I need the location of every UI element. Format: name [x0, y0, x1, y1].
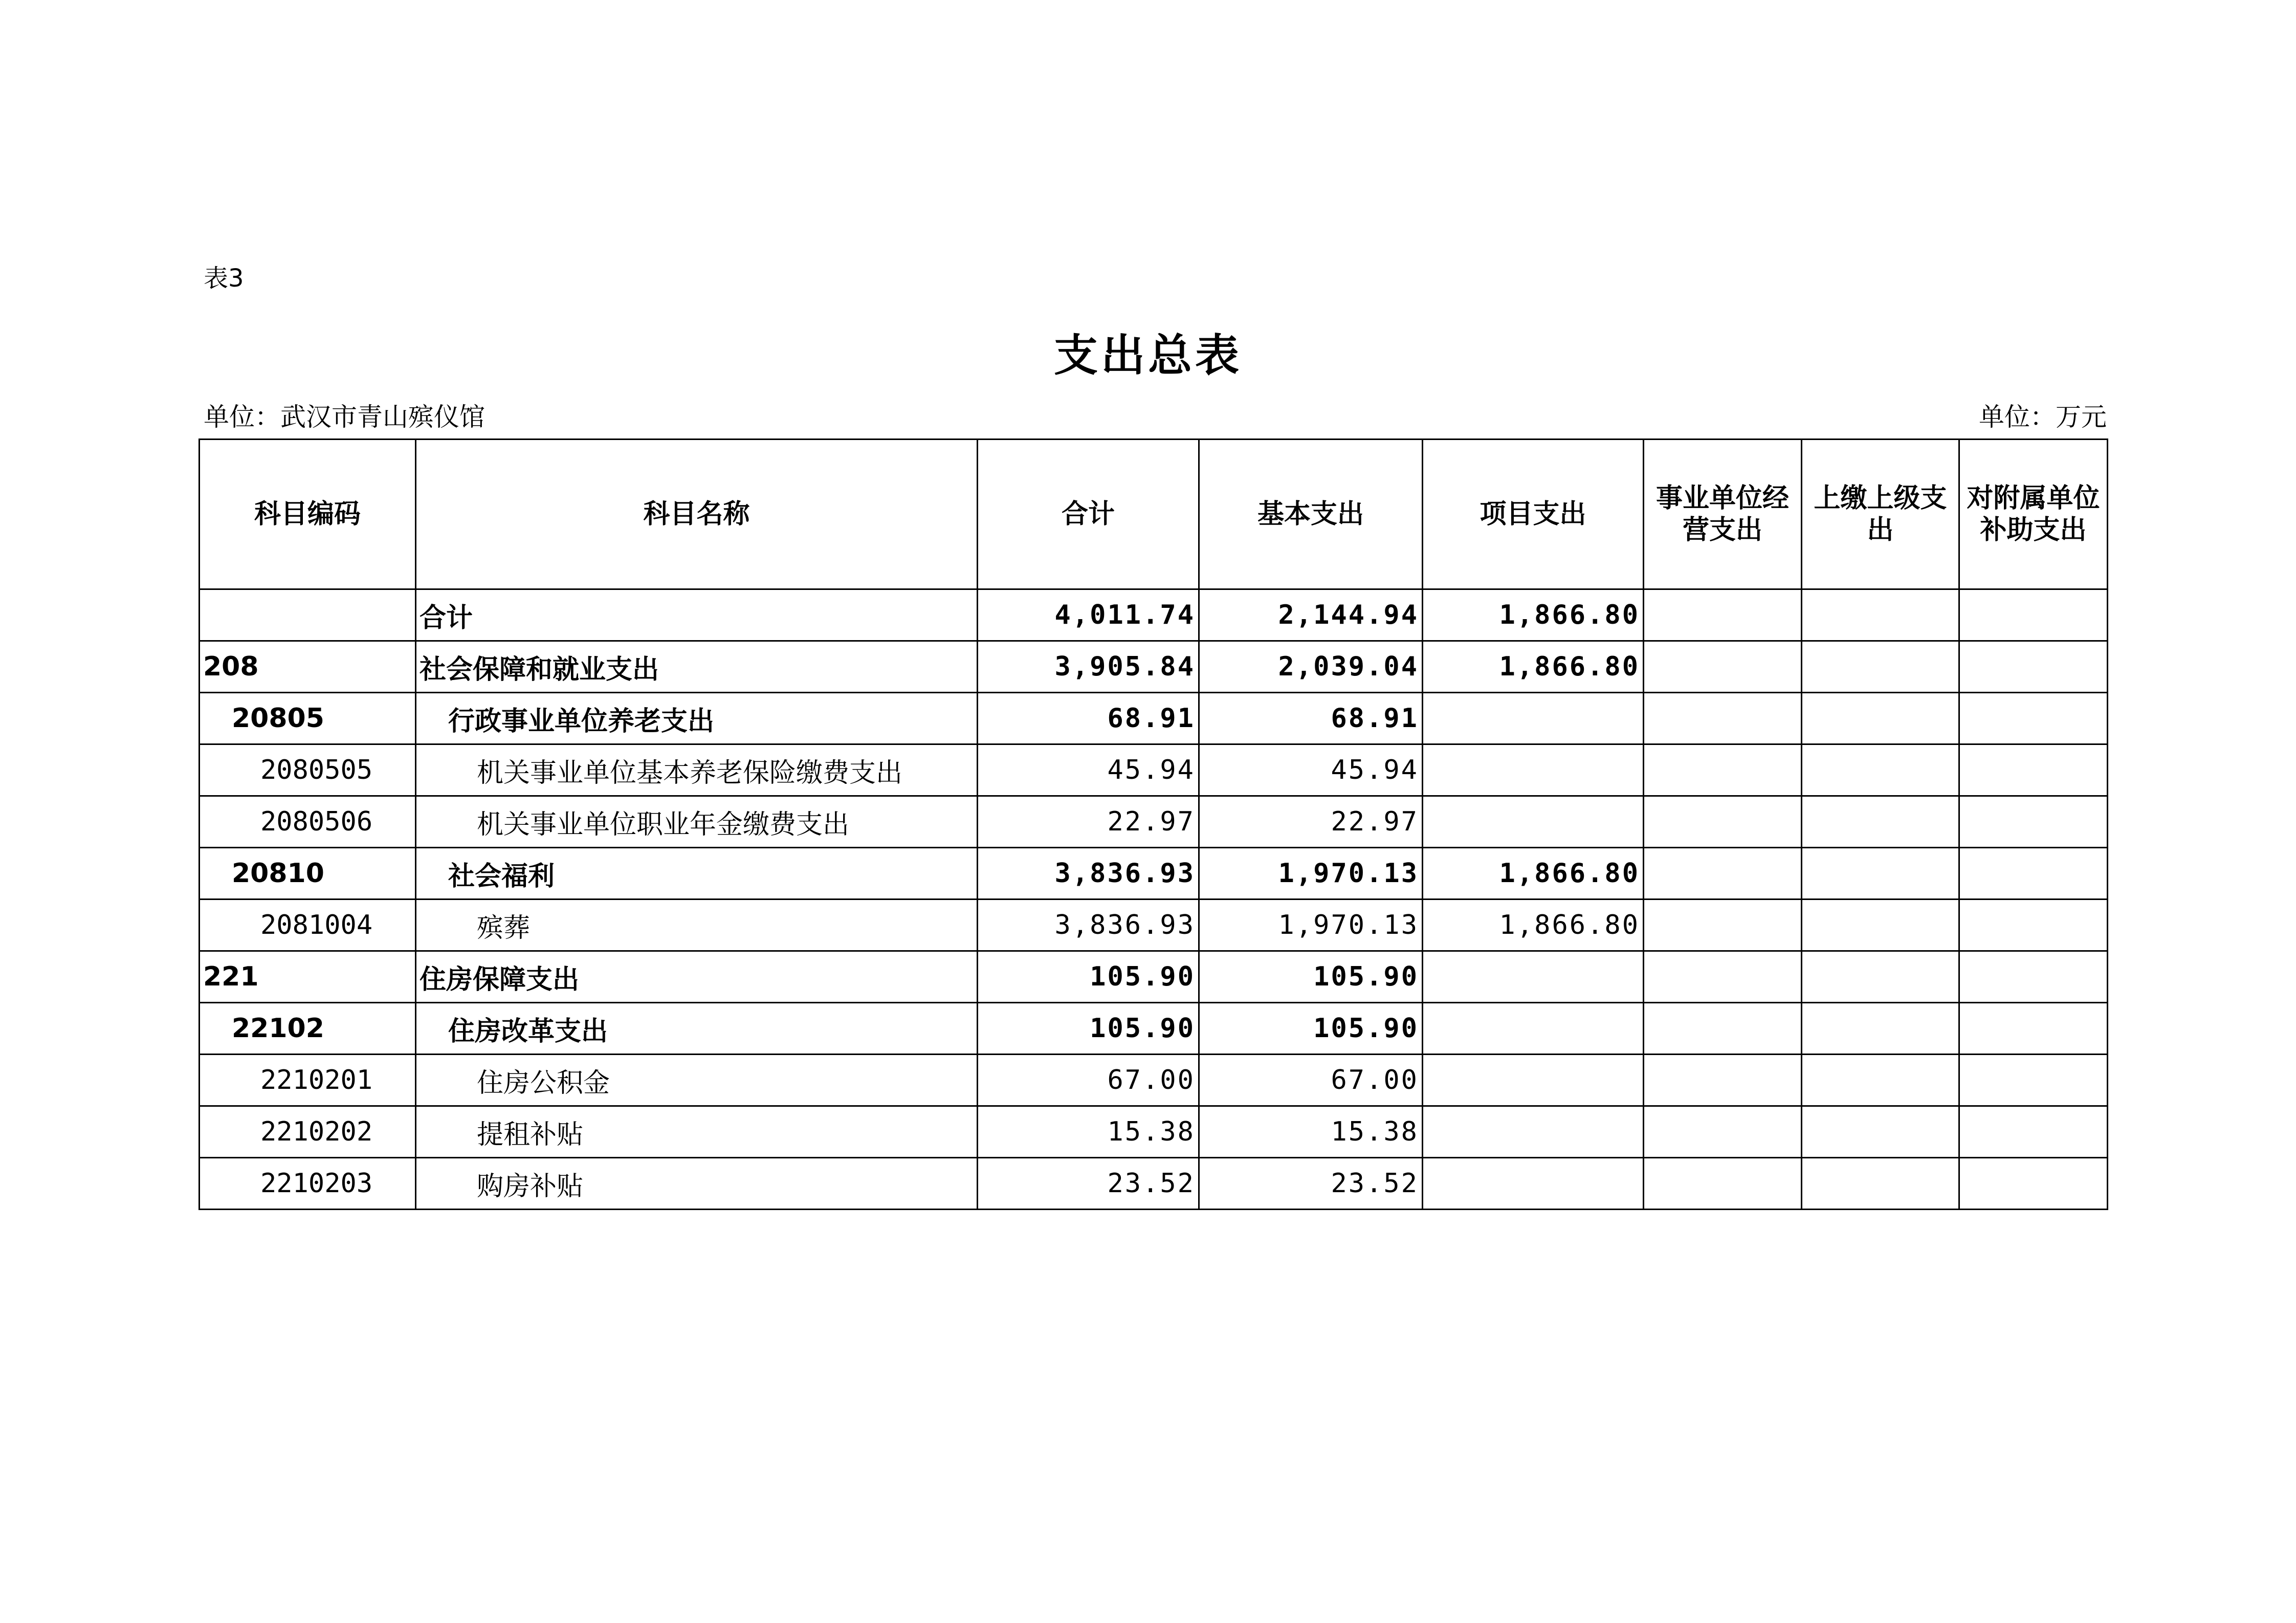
row-total: 3,836.93	[978, 900, 1199, 951]
row-code: 2210202	[200, 1106, 416, 1158]
row-code: 22102	[200, 1003, 416, 1055]
row-subsidy	[1959, 744, 2108, 796]
row-remit	[1802, 1003, 1959, 1055]
row-remit	[1802, 848, 1959, 900]
row-project: 1,866.80	[1423, 848, 1644, 900]
row-operating	[1644, 1106, 1802, 1158]
row-operating	[1644, 848, 1802, 900]
row-subsidy	[1959, 1003, 2108, 1055]
row-operating	[1644, 1003, 1802, 1055]
row-code: 20810	[200, 848, 416, 900]
row-total: 67.00	[978, 1055, 1199, 1106]
row-operating	[1644, 589, 1802, 641]
row-total: 3,905.84	[978, 641, 1199, 693]
row-code: 2210201	[200, 1055, 416, 1106]
row-name: 住房改革支出	[416, 1003, 978, 1055]
row-basic: 23.52	[1199, 1158, 1423, 1210]
row-operating	[1644, 744, 1802, 796]
row-subsidy	[1959, 848, 2108, 900]
row-total: 45.94	[978, 744, 1199, 796]
row-operating	[1644, 1055, 1802, 1106]
row-total: 3,836.93	[978, 848, 1199, 900]
table-row	[200, 796, 2108, 848]
row-basic: 105.90	[1199, 951, 1423, 1003]
row-subsidy	[1959, 589, 2108, 641]
row-remit	[1802, 744, 1959, 796]
page-title: 支出总表	[1054, 330, 1242, 381]
row-project	[1423, 1055, 1644, 1106]
row-project	[1423, 693, 1644, 744]
row-code: 2210203	[200, 1158, 416, 1210]
row-basic: 67.00	[1199, 1055, 1423, 1106]
header-total: 合计	[978, 440, 1199, 589]
row-code: 2081004	[200, 900, 416, 951]
row-basic: 1,970.13	[1199, 900, 1423, 951]
row-total: 68.91	[978, 693, 1199, 744]
row-operating	[1644, 693, 1802, 744]
row-operating	[1644, 900, 1802, 951]
row-total: 4,011.74	[978, 589, 1199, 641]
table-row	[200, 951, 2108, 1003]
row-name: 提租补贴	[416, 1106, 978, 1158]
row-total: 23.52	[978, 1158, 1199, 1210]
table-row	[200, 641, 2108, 693]
currency-unit: 单位：万元	[1979, 402, 2107, 432]
row-subsidy	[1959, 641, 2108, 693]
row-name: 合计	[416, 589, 978, 641]
table-row	[200, 1055, 2108, 1106]
row-total: 105.90	[978, 951, 1199, 1003]
expenditure-table	[198, 438, 2108, 1210]
row-basic: 105.90	[1199, 1003, 1423, 1055]
row-remit	[1802, 900, 1959, 951]
row-remit	[1802, 693, 1959, 744]
row-project	[1423, 1106, 1644, 1158]
table-row	[200, 848, 2108, 900]
row-remit	[1802, 796, 1959, 848]
row-name: 住房保障支出	[416, 951, 978, 1003]
row-code: 2080505	[200, 744, 416, 796]
row-remit	[1802, 951, 1959, 1003]
row-name: 购房补贴	[416, 1158, 978, 1210]
row-project	[1423, 1158, 1644, 1210]
header-operating: 事业单位经营支出	[1644, 440, 1802, 589]
row-code: 208	[200, 641, 416, 693]
row-code	[200, 589, 416, 641]
row-project	[1423, 796, 1644, 848]
row-project: 1,866.80	[1423, 641, 1644, 693]
row-remit	[1802, 1106, 1959, 1158]
row-name: 机关事业单位基本养老保险缴费支出	[416, 744, 978, 796]
row-basic: 2,144.94	[1199, 589, 1423, 641]
row-basic: 22.97	[1199, 796, 1423, 848]
row-subsidy	[1959, 900, 2108, 951]
row-code: 2080506	[200, 796, 416, 848]
row-operating	[1644, 796, 1802, 848]
row-basic: 2,039.04	[1199, 641, 1423, 693]
row-total: 22.97	[978, 796, 1199, 848]
header-code: 科目编码	[200, 440, 416, 589]
table-row	[200, 900, 2108, 951]
row-code: 221	[200, 951, 416, 1003]
table-row	[200, 693, 2108, 744]
organization-unit: 单位：武汉市青山殡仪馆	[204, 402, 485, 432]
header-name: 科目名称	[416, 440, 978, 589]
table-label: 表3	[204, 264, 244, 293]
row-project	[1423, 744, 1644, 796]
table-row	[200, 589, 2108, 641]
row-basic: 15.38	[1199, 1106, 1423, 1158]
row-project	[1423, 1003, 1644, 1055]
row-remit	[1802, 1055, 1959, 1106]
row-name: 社会福利	[416, 848, 978, 900]
row-operating	[1644, 951, 1802, 1003]
table-row	[200, 1003, 2108, 1055]
header-project: 项目支出	[1423, 440, 1644, 589]
row-subsidy	[1959, 693, 2108, 744]
row-operating	[1644, 641, 1802, 693]
table-row	[200, 1158, 2108, 1210]
row-basic: 68.91	[1199, 693, 1423, 744]
row-subsidy	[1959, 796, 2108, 848]
row-code: 20805	[200, 693, 416, 744]
row-project: 1,866.80	[1423, 900, 1644, 951]
row-name: 社会保障和就业支出	[416, 641, 978, 693]
row-name: 住房公积金	[416, 1055, 978, 1106]
header-basic: 基本支出	[1199, 440, 1423, 589]
row-subsidy	[1959, 951, 2108, 1003]
row-name: 机关事业单位职业年金缴费支出	[416, 796, 978, 848]
table-row	[200, 1106, 2108, 1158]
row-subsidy	[1959, 1158, 2108, 1210]
row-project	[1423, 951, 1644, 1003]
row-basic: 45.94	[1199, 744, 1423, 796]
row-remit	[1802, 589, 1959, 641]
row-subsidy	[1959, 1106, 2108, 1158]
row-project: 1,866.80	[1423, 589, 1644, 641]
table-row	[200, 744, 2108, 796]
row-total: 105.90	[978, 1003, 1199, 1055]
row-subsidy	[1959, 1055, 2108, 1106]
row-total: 15.38	[978, 1106, 1199, 1158]
row-remit	[1802, 641, 1959, 693]
header-remit: 上缴上级支出	[1802, 440, 1959, 589]
row-operating	[1644, 1158, 1802, 1210]
row-name: 行政事业单位养老支出	[416, 693, 978, 744]
row-remit	[1802, 1158, 1959, 1210]
row-basic: 1,970.13	[1199, 848, 1423, 900]
header-subsidy: 对附属单位补助支出	[1959, 440, 2108, 589]
row-name: 殡葬	[416, 900, 978, 951]
header-row	[200, 440, 2108, 589]
